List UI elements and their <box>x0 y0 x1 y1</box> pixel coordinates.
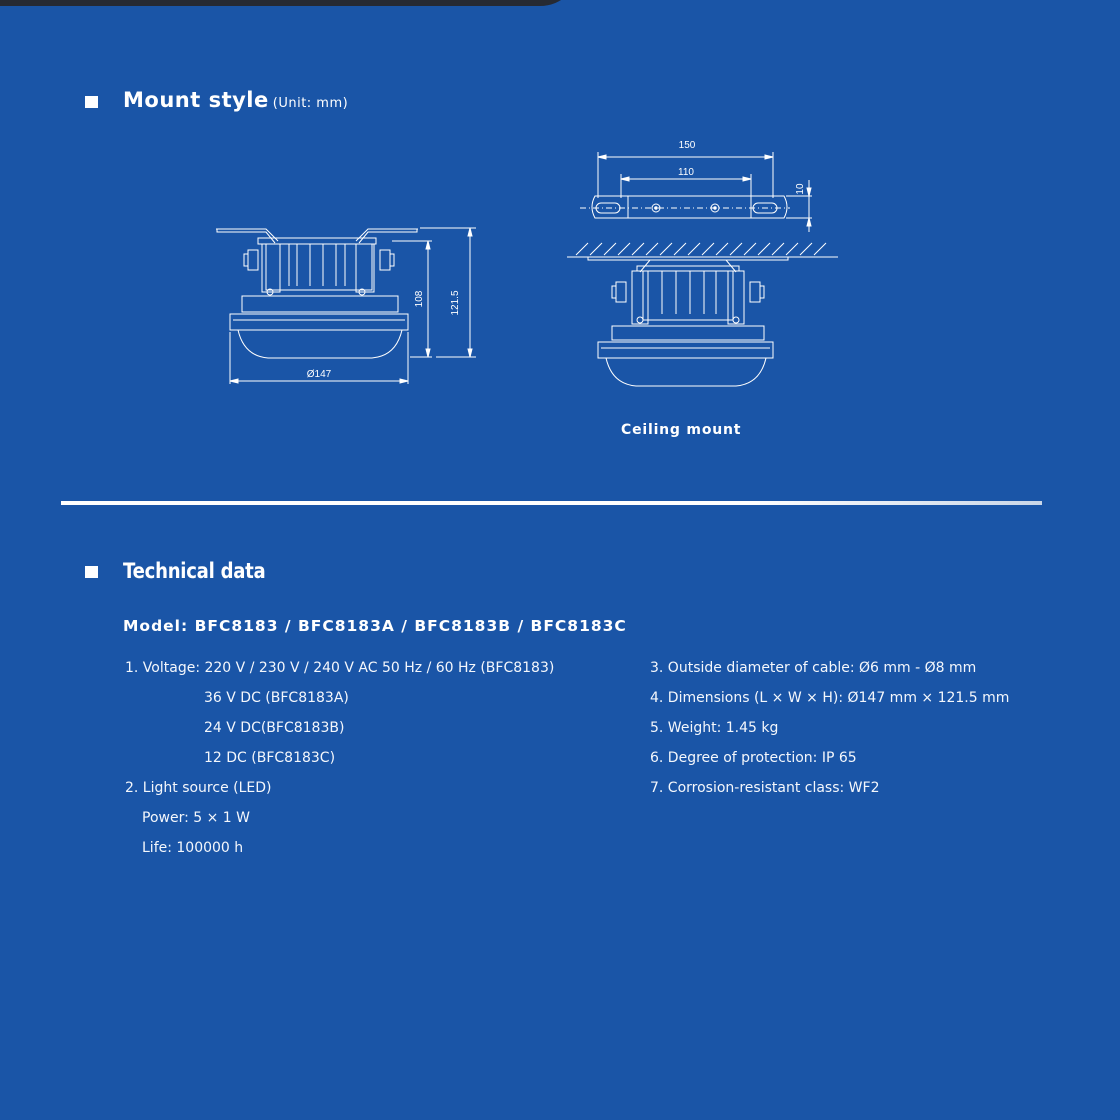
dim-height-total: 121.5 <box>450 290 461 316</box>
bracket-top-view <box>580 152 812 232</box>
spec-voltage-12v: 12 DC (BFC8183C) <box>204 750 336 766</box>
dim-bracket-thickness: 10 <box>795 183 806 195</box>
technical-data-heading: Technical data <box>123 559 266 583</box>
dim-bracket-total: 150 <box>678 140 696 151</box>
spec-protection: 6. Degree of protection: IP 65 <box>650 750 857 766</box>
spec-dimensions: 4. Dimensions (L × W × H): Ø147 mm × 121.5 mm <box>650 690 1010 706</box>
spec-light-source: 2. Light source (LED) <box>125 780 272 796</box>
spec-voltage-36v: 36 V DC (BFC8183A) <box>204 690 349 706</box>
dim-bracket-holes: 110 <box>678 167 694 178</box>
technical-drawing <box>0 0 1120 470</box>
section-divider <box>61 501 1042 505</box>
spec-power: Power: 5 × 1 W <box>142 810 250 826</box>
dim-diameter: Ø147 <box>306 369 332 380</box>
mount-style-title: Mount style <box>123 88 269 112</box>
unit-label: (Unit: mm) <box>272 96 349 111</box>
dim-height-body: 108 <box>414 290 425 308</box>
spec-voltage: 1. Voltage: 220 V / 230 V / 240 V AC 50 Hz / 60 Hz (BFC8183) <box>125 660 555 676</box>
spec-weight: 5. Weight: 1.45 kg <box>650 720 779 736</box>
ceiling-mount-caption: Ceiling mount <box>621 422 742 438</box>
model-line: Model: BFC8183 / BFC8183A / BFC8183B / BFC8183C <box>123 617 627 635</box>
spec-corrosion: 7. Corrosion-resistant class: WF2 <box>650 780 880 796</box>
bullet-square-icon <box>85 566 98 578</box>
spec-cable-diameter: 3. Outside diameter of cable: Ø6 mm - Ø8 mm <box>650 660 977 676</box>
luminaire-side-view <box>216 228 476 384</box>
spec-life: Life: 100000 h <box>142 840 244 856</box>
spec-voltage-24v: 24 V DC(BFC8183B) <box>204 720 345 736</box>
ceiling-mount-view <box>567 243 838 386</box>
